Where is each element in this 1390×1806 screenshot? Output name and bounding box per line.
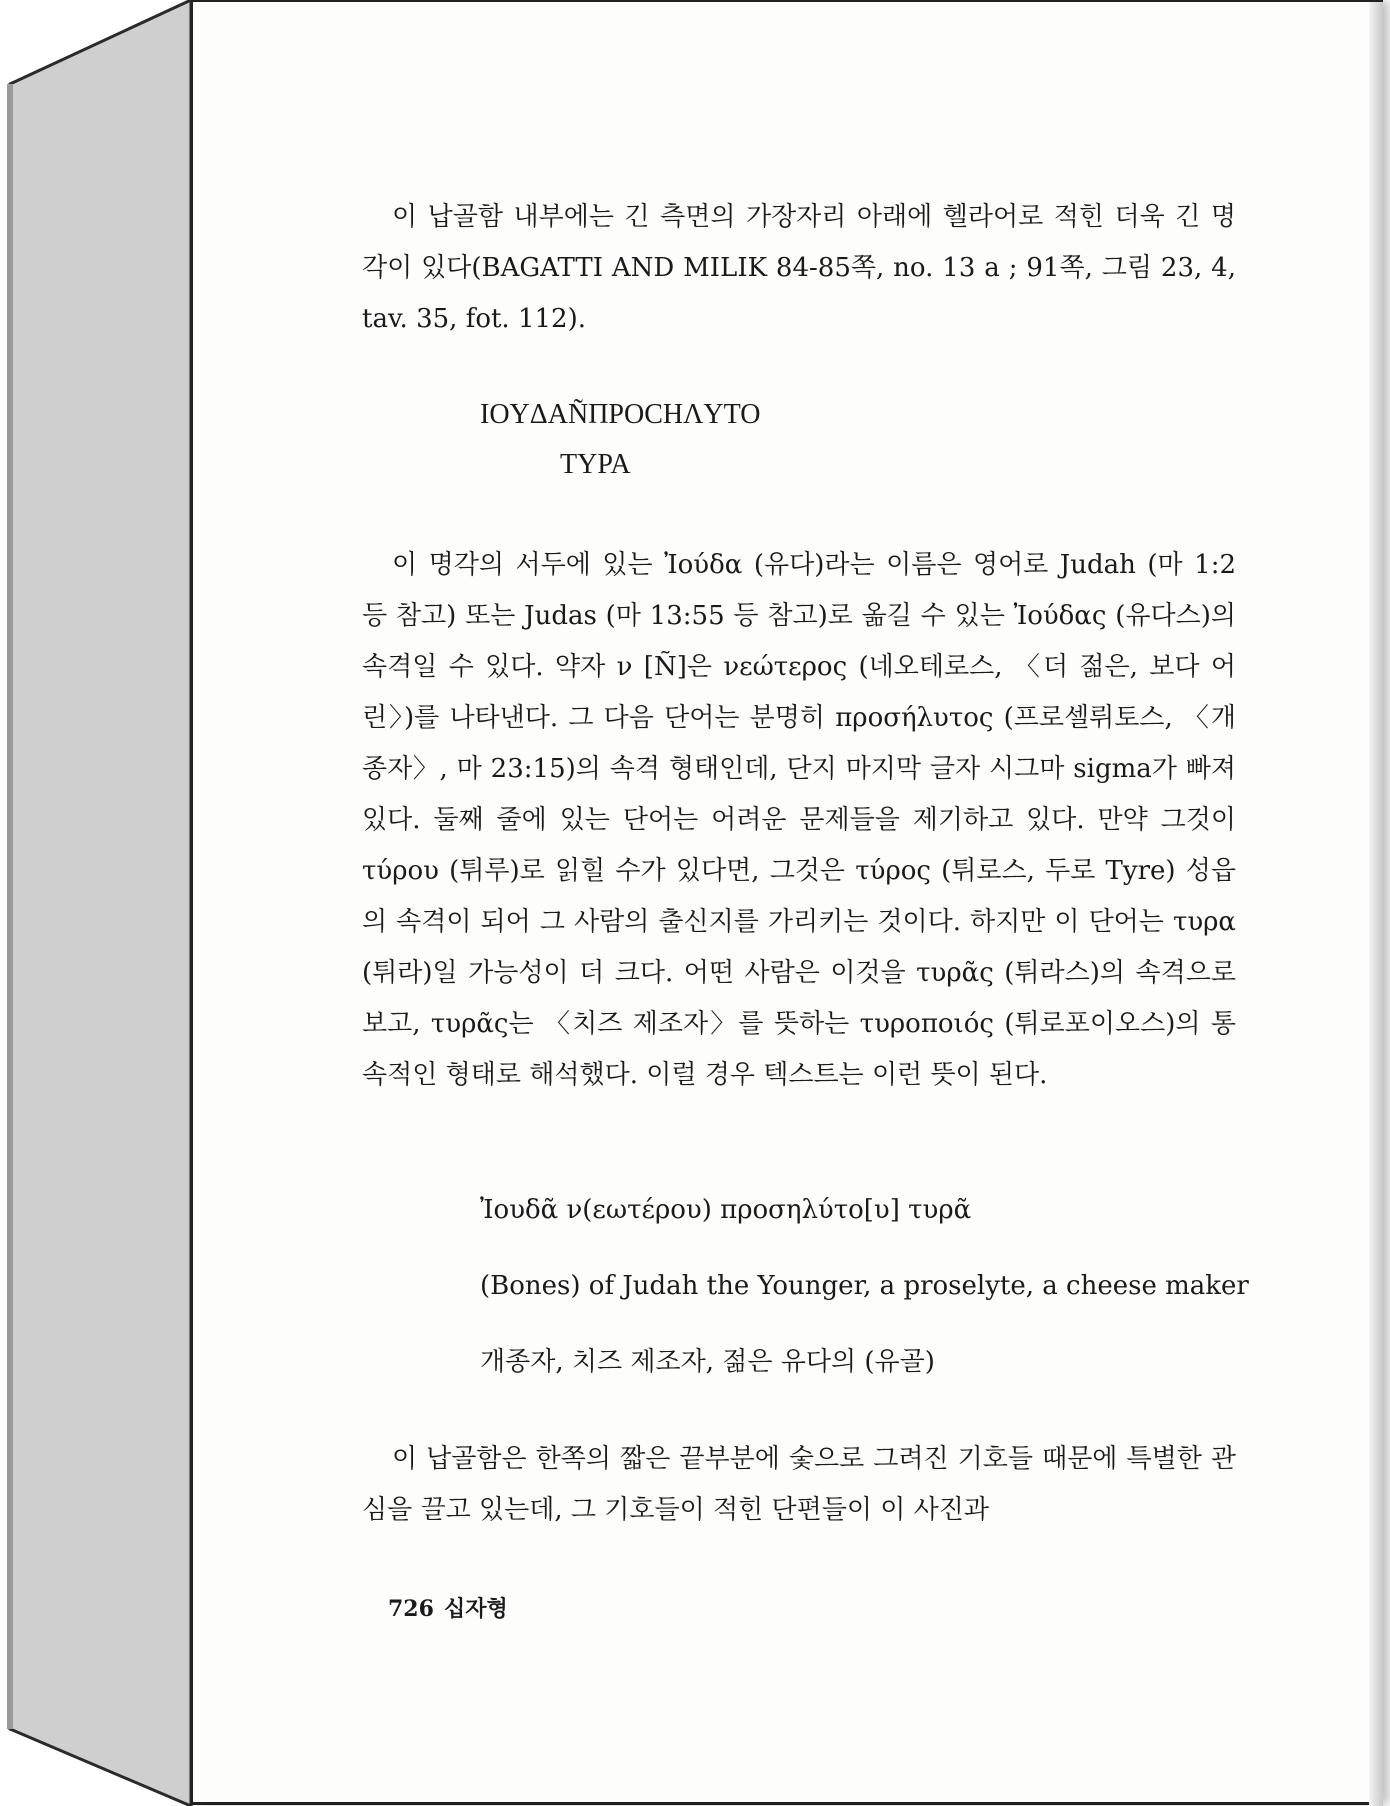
inscription-line-1: IOYΔAÑΠPOCHΛYTO — [480, 399, 761, 430]
book-spine-side — [0, 0, 200, 1806]
page-edge-shadow — [1369, 2, 1383, 1806]
quote-greek: Ἰουδᾶ ν(εωτέρου) προσηλύτο[υ] τυρᾶ — [480, 1195, 972, 1225]
paragraph-closing — [362, 1434, 1236, 1536]
paragraph-intro — [362, 192, 1236, 345]
quote-korean: 개종자, 치즈 제조자, 젊은 유다의 (유골) — [480, 1347, 935, 1377]
paragraph-closing-text: 이 납골함은 한쪽의 짧은 끝부분에 숯으로 그려진 기호들 때문에 특별한 관심을 끌고 있는데, 그 기호들이 적힌 단편들이 이 사진과 — [362, 1444, 1236, 1525]
page-footer — [388, 1592, 508, 1623]
running-title: 십자형 — [443, 1596, 508, 1622]
paragraph-intro-text: 이 납골함 내부에는 긴 측면의 가장자리 아래에 헬라어로 적힌 더욱 긴 명각이 있다(BAGATTI AND MILIK 84-85쪽, no. 13 a ; 91쪽, 그림 23, 4, tav. 35, fot. 112). — [362, 202, 1236, 334]
inscription-line-2: TYPA — [560, 449, 631, 480]
paragraph-analysis-text: 이 명각의 서두에 있는 Ἰούδα (유다)라는 이름은 영어로 Judah (마 1:2 등 참고) 또는 Judas (마 13:55 등 참고)로 옮길 수 있는 Ἰούδας (유다스)의 속격일 수 있다. 약자 ν [Ñ]은 νεώτερος (네오테로스, 〈더 젊은, 보다 어린〉)를 나타낸다. 그 다음 단어는 분명히 προσήλυτος (프로셀뤼토스, 〈개종자〉, 마 23:15)의 속격 형태인데, 단지 마지막 글자 시그마 sigma가 빠져 있다. 둘째 줄에 있는 단어는 어려운 문제들을 제기하고 있다. 만약 그것이 τύρου (튀루)로 읽힐 수가 있다면, 그것은 τύρος (튀로스, 두로 Tyre) 성읍의 속격이 되어 그 사람의 출신지를 가리키는 것이다. 하지만 이 단어는 τυρα (튀라)일 가능성이 더 크다. 어떤 사람은 이것을 τυρᾶς (튀라스)의 속격으로 보고, τυρᾶς는 〈치즈 제조자〉를 뜻하는 τυροποιός (튀로포이오스)의 통속적인 형태로 해석했다. 이럴 경우 텍스트는 이런 뜻이 된다. — [362, 550, 1236, 1090]
inscription-block — [480, 390, 760, 490]
book-side-face — [10, 0, 191, 1806]
paragraph-analysis — [362, 540, 1236, 1101]
quote-english: (Bones) of Judah the Younger, a proselyte, a cheese maker — [480, 1271, 1249, 1301]
page-number: 726 — [388, 1596, 434, 1622]
